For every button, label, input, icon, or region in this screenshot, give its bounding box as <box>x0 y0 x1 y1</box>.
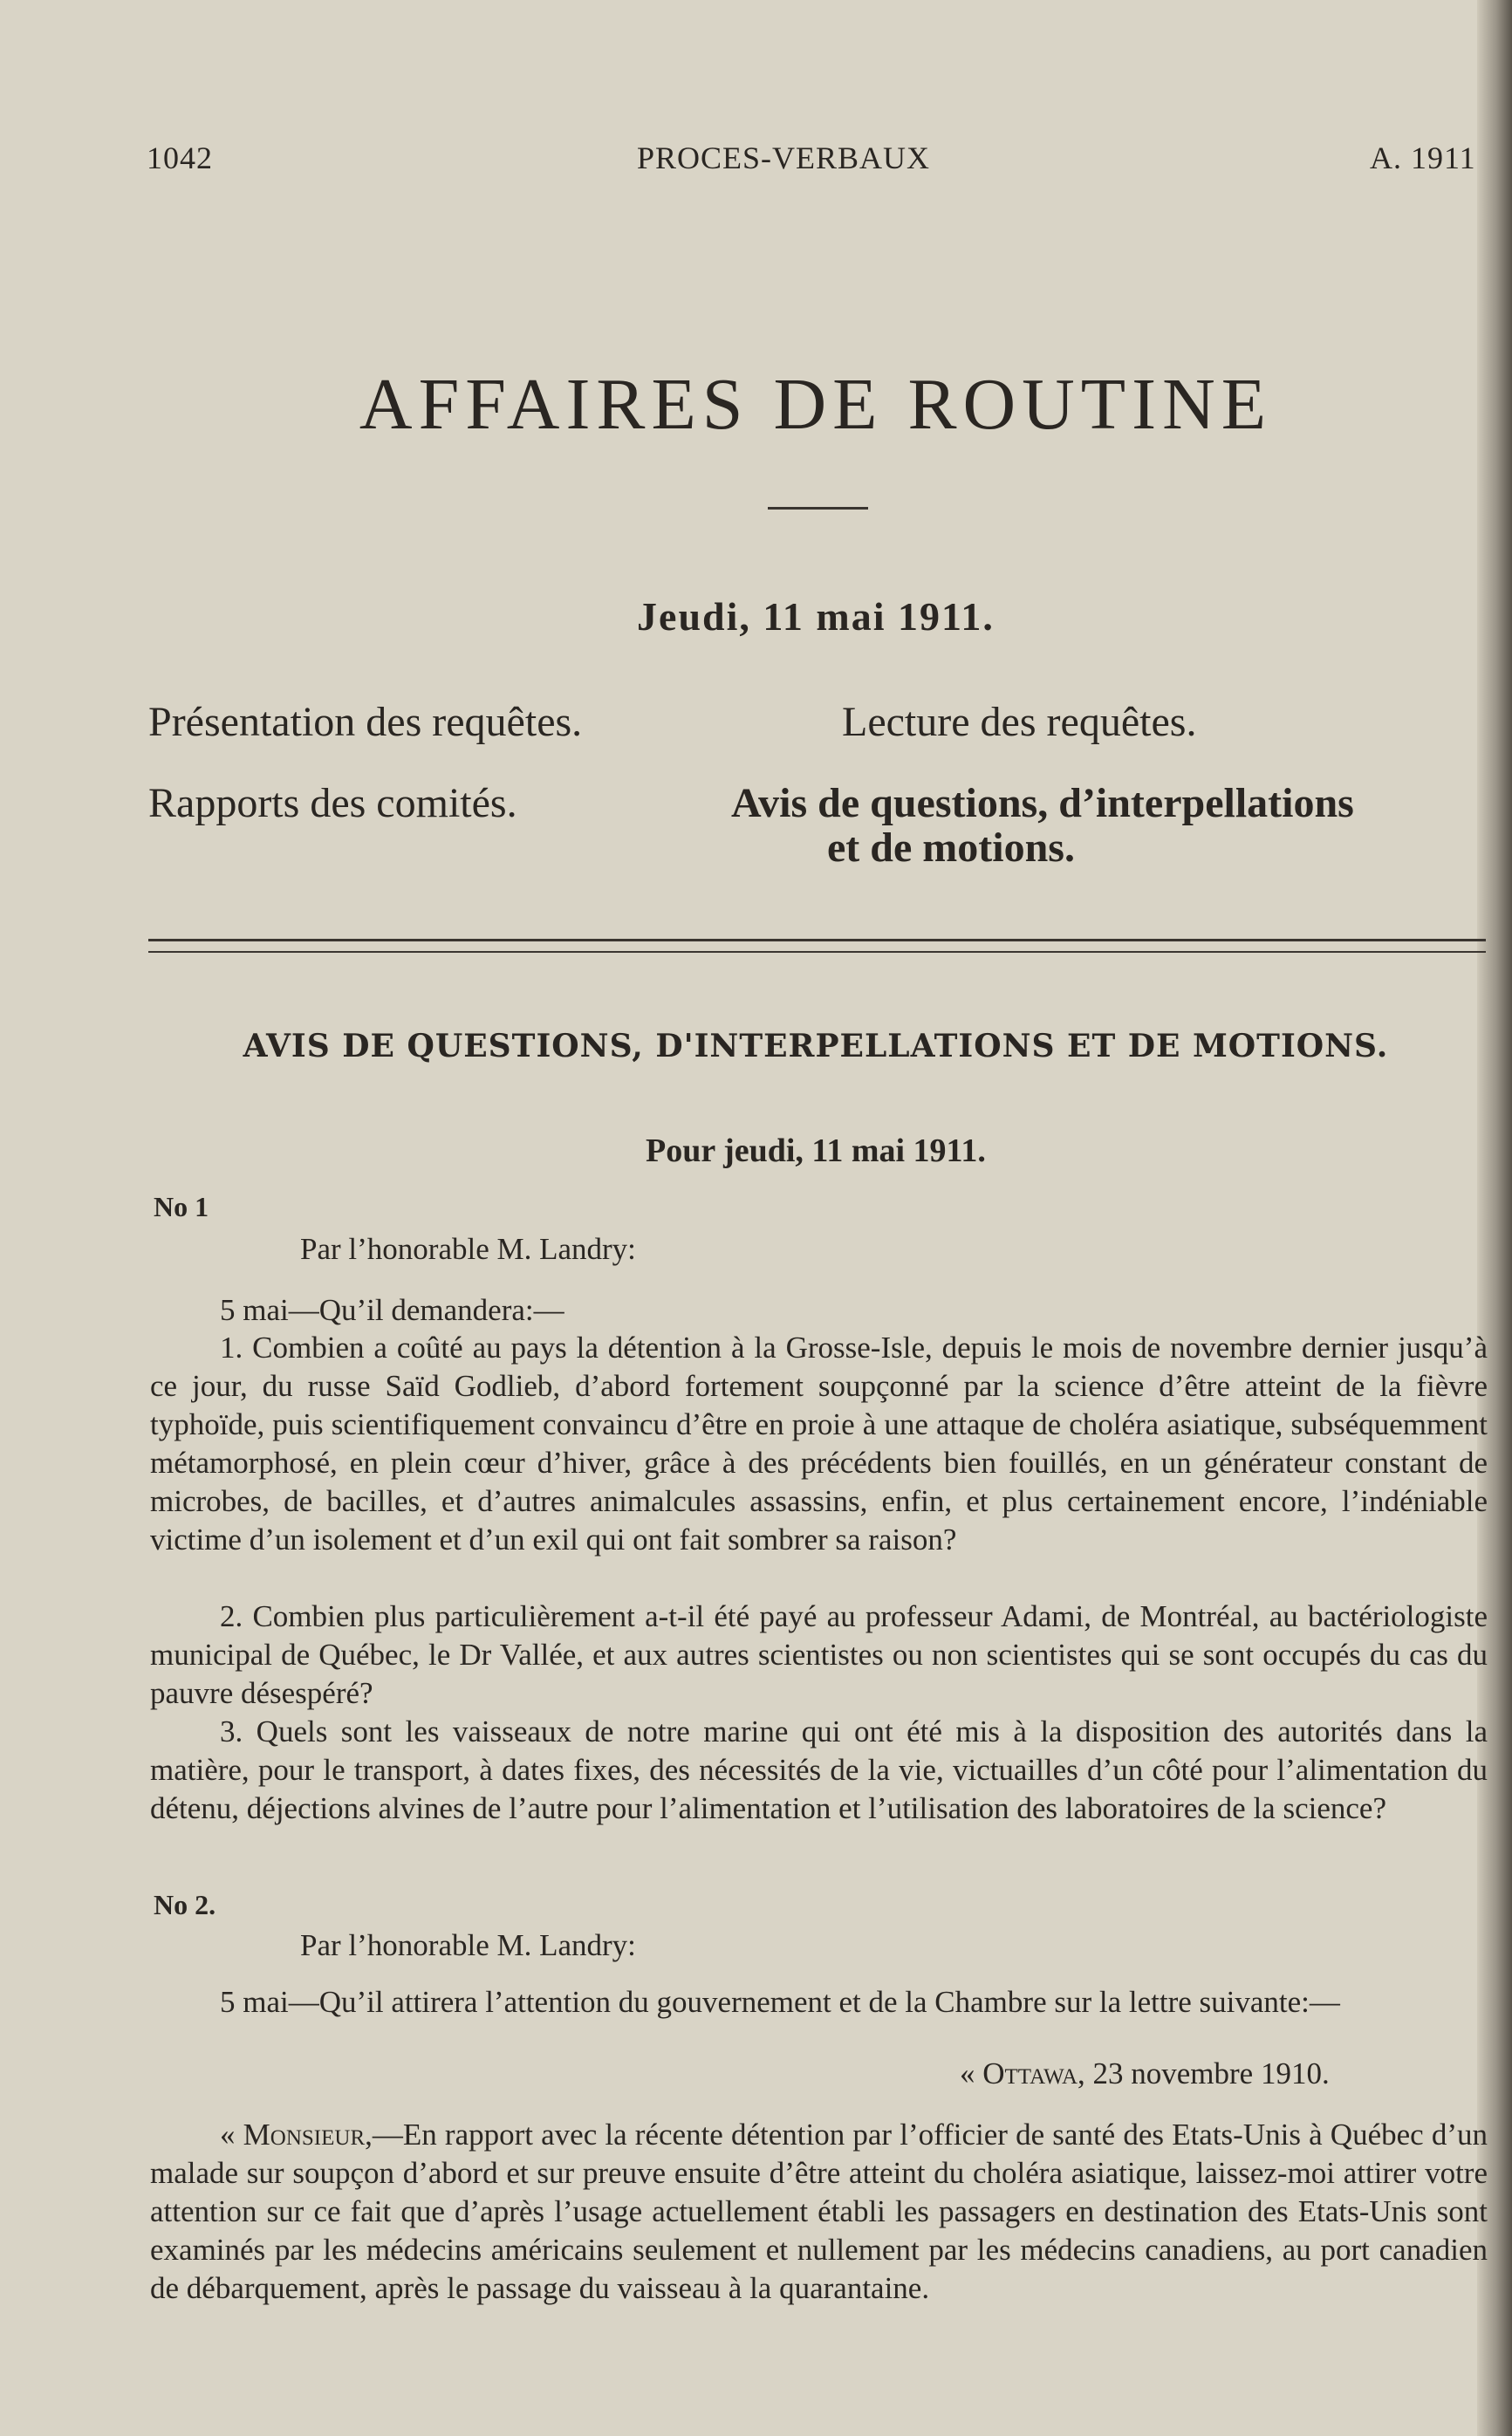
routine-item-lecture: Lecture des requêtes. <box>842 699 1197 745</box>
routine-item-rapports: Rapports des comités. <box>148 780 517 826</box>
item-intro: 5 mai—Qu’il demandera:— <box>220 1293 564 1327</box>
item-number: No 1 <box>154 1191 209 1222</box>
letter-open-quote: « <box>220 2118 243 2152</box>
sitting-date: Jeudi, 11 mai 1911. <box>637 594 995 639</box>
letter-salutation: Monsieur <box>243 2118 366 2152</box>
letter-dateline: « Ottawa, 23 novembre 1910. <box>960 2056 1330 2090</box>
routine-item-avis-line1: Avis de questions, d’interpellations <box>731 780 1354 826</box>
page-title: AFFAIRES DE ROUTINE <box>359 364 1273 445</box>
running-title: PROCES-VERBAUX <box>637 140 931 175</box>
question-2: 2. Combien plus particulièrement a-t-il été payé au professeur Adami, de Montréal, au bactériologiste municipal de Québec, le Dr Vallée, et aux autres scientistes ou non scientistes qui se sont occupés du cas du pauvre désespéré? <box>150 1599 1488 1710</box>
title-rule <box>768 507 868 510</box>
double-rule-top <box>148 939 1486 941</box>
question-1: 1. Combien a coûté au pays la détention à la Grosse-Isle, depuis le mois de novembre dernier jusqu’à ce jour, du russe Saïd Godlieb, d’abord fortement soupçonné par la science d’être atteint de la fièvre typhoïde, puis scientifiquement convaincu d’être en proie à une attaque de choléra asiatique, subséquemment métamorphosé, en plein cœur d’hiver, grâce à des précédents bien fouillés, en un générateur constant de microbes, de bacilles, et d’autres animalcules assassins, enfin, et plus certainement encore, l’indéniable victime d’un isolement et d’un exil qui ont fait sombrer sa raison? <box>150 1331 1488 1557</box>
item-author: Par l’honorable M. Landry: <box>300 1232 636 1266</box>
routine-item-avis-line2: et de motions. <box>827 825 1075 871</box>
item-number: No 2. <box>154 1889 216 1920</box>
section-date: Pour jeudi, 11 mai 1911. <box>646 1132 986 1169</box>
letter-body <box>150 2116 1488 2308</box>
letter-date: , 23 novembre 1910. <box>1078 2056 1330 2090</box>
double-rule-bottom <box>148 951 1486 953</box>
year-label: A. 1911 <box>1370 140 1476 175</box>
routine-item-presentation: Présentation des requêtes. <box>148 699 583 745</box>
item-author: Par l’honorable M. Landry: <box>300 1928 636 1962</box>
page-number: 1042 <box>147 140 213 175</box>
letter-text: ,—En rapport avec la récente détention par l’officier de santé des Etats-Unis à Québec d’un malade sur soupçon d’abord et sur preuve ensuite d’être atteint du choléra asiatique, laissez-moi attirer votre attention sur ce fait que d’après l’usage actuellement établi les passagers en destination des Etats-Unis sont examinés par les médecins américains seulement et nullement par les médecins canadiens, au port canadien de débarquement, après le passage du vaisseau à la quarantaine. <box>150 2118 1488 2305</box>
section-title: AVIS DE QUESTIONS, D'INTERPELLATIONS ET DE MOTIONS. <box>243 1028 1389 1064</box>
letter-place: Ottawa <box>982 2056 1078 2090</box>
question-3: 3. Quels sont les vaisseaux de notre marine qui ont été mis à la disposition des autorités dans la matière, pour le transport, à dates fixes, des nécessités de la vie, victuailles d’un côté pour l’alimentation du détenu, déjections alvines de l’autre pour l’alimentation et l’utilisation des laboratoires de la science? <box>150 1714 1488 1825</box>
item-intro: 5 mai—Qu’il attirera l’attention du gouvernement et de la Chambre sur la lettre suivante:— <box>220 1985 1340 2019</box>
